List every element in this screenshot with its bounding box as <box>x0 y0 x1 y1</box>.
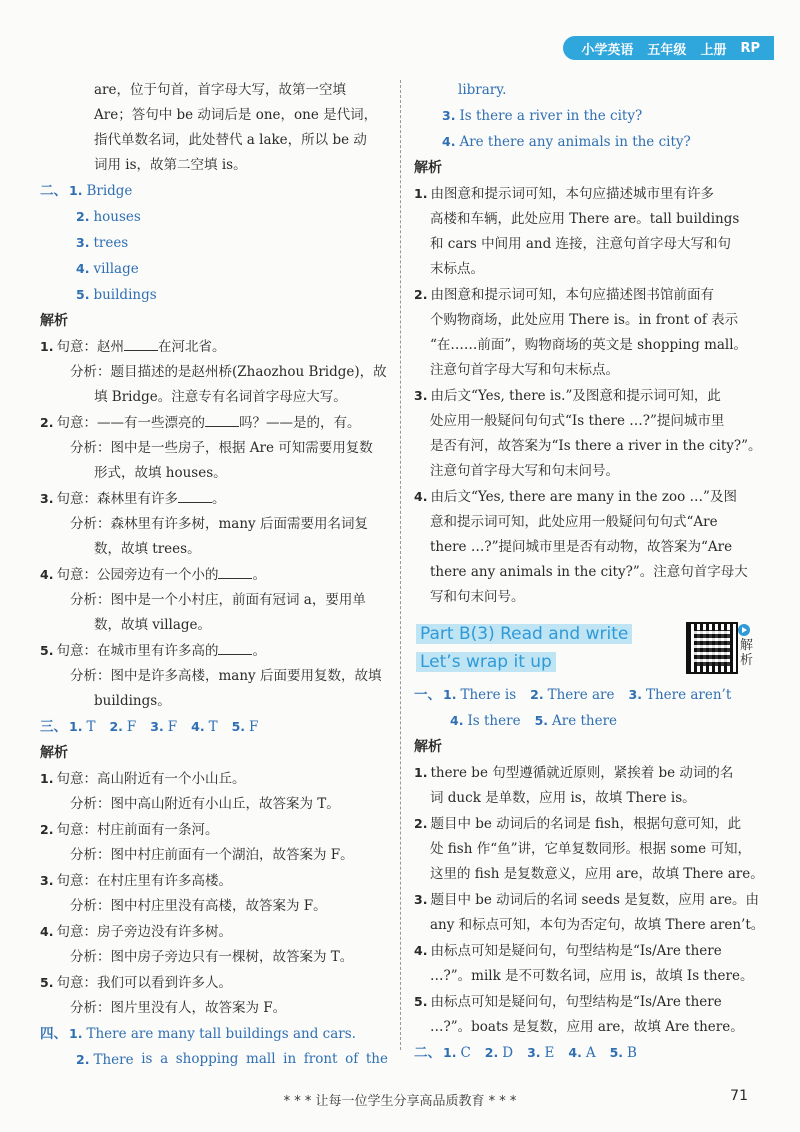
analysis-line: 分析：图中是一个小村庄，前面有冠词 a，要用单 <box>70 592 366 608</box>
answer-text: Is there <box>467 713 521 729</box>
answer-text: F <box>126 719 137 735</box>
play-icon[interactable] <box>738 624 750 636</box>
item-meaning <box>40 638 388 664</box>
answer-number: 3. <box>150 719 164 734</box>
blank-line <box>218 640 252 655</box>
meaning-text: 。 <box>252 567 266 583</box>
item-meaning <box>40 562 388 588</box>
analysis-text: 由后文“Yes, there is.”及图意和提示词可知，此 <box>430 388 721 404</box>
meaning-text: 句意：赵州 <box>56 339 124 355</box>
header-volume: 上册 <box>700 42 727 58</box>
answer-text: Bridge <box>86 183 133 199</box>
part-banner <box>414 618 760 676</box>
analysis-line: 数，故填 trees。 <box>94 541 201 557</box>
answer-text: B <box>627 1045 637 1061</box>
analysis-item <box>414 383 760 409</box>
answer-number: 1. <box>69 183 83 198</box>
answer-number: 3. <box>628 687 642 702</box>
qr-label: 解析 <box>740 638 754 668</box>
analysis-item <box>414 811 760 837</box>
section-mark: 二、 <box>414 1045 441 1061</box>
answer-number: 4. <box>191 719 205 734</box>
answer-word: a <box>160 1051 169 1067</box>
analysis-line: buildings。 <box>94 693 171 709</box>
answer-number: 2. <box>76 209 90 224</box>
cont-line: 指代单数名词，此处替代 a lake，所以 be 动 <box>94 132 367 148</box>
answer-row <box>414 129 760 155</box>
analysis-text: there be 句型遵循就近原则，紧挨着 be 动词的名 <box>430 765 734 781</box>
analysis-line: 是否有河，故答案为“Is there a river in the city?”。 <box>430 438 762 454</box>
answer-number: 5. <box>76 287 90 302</box>
answer-text: village <box>93 261 139 277</box>
analysis-line: 分析：图中村庄前面有一个湖泊，故答案为 F。 <box>70 847 354 863</box>
analysis-item <box>414 989 760 1015</box>
answer-text: houses <box>93 209 141 225</box>
answer-row <box>40 204 388 230</box>
answer-text: F <box>249 719 259 735</box>
section-1-answers <box>414 682 760 708</box>
analysis-line: 这里的 fish 是复数意义，应用 are，故填 There are。 <box>430 866 764 882</box>
analysis-item <box>414 181 760 207</box>
answer-row <box>40 282 388 308</box>
part-title <box>416 620 632 676</box>
item-number: 1. <box>414 765 428 780</box>
answer-text: Are there <box>552 713 618 729</box>
answer-word: of <box>345 1051 359 1067</box>
answer-text: E <box>544 1045 555 1061</box>
answer-word: the <box>365 1051 388 1067</box>
analysis-line: 处 fish 作“鱼”讲，它单复数同形。根据 some 可知， <box>430 841 751 857</box>
analysis-text: 由标点可知是疑问句，句型结构是“Is/Are there <box>430 943 722 959</box>
analysis-heading: 解析 <box>414 739 442 755</box>
meaning-text: 句意：森林里有许多 <box>56 491 178 507</box>
answer-number: 5. <box>609 1045 624 1060</box>
analysis-line: 分析：图片里没有人，故答案为 F。 <box>70 1000 287 1016</box>
answer-number: 5. <box>231 719 246 734</box>
item-meaning <box>40 817 388 843</box>
header-edition: RP <box>740 40 760 56</box>
section-4-answer <box>40 1021 388 1047</box>
meaning-text: 句意：房子旁边没有许多树。 <box>56 924 232 940</box>
answer-number: 4. <box>442 134 456 149</box>
answer-text: There are many tall buildings and cars. <box>86 1026 356 1042</box>
analysis-item <box>414 760 760 786</box>
answer-word-text: There <box>93 1052 134 1068</box>
answer-text: There are <box>547 687 615 703</box>
analysis-line: 分析：题目描述的是赵州桥(Zhaozhou Bridge)，故 <box>70 364 387 380</box>
item-number: 5. <box>40 643 54 658</box>
meaning-text: 句意：在城市里有许多高的 <box>56 643 219 659</box>
analysis-line: there …?”提问城市里是否有动物，故答案为“Are <box>430 539 733 555</box>
analysis-text: 题目中 be 动词后的名词 seeds 是复数，应用 are。由 <box>430 892 760 908</box>
analysis-heading: 解析 <box>414 160 442 176</box>
answer-text: There aren’t <box>645 687 732 703</box>
answer-row: library. <box>458 82 507 98</box>
item-number: 3. <box>40 873 54 888</box>
analysis-line: 数，故填 village。 <box>94 617 212 633</box>
item-number: 4. <box>40 924 54 939</box>
analysis-heading: 解析 <box>40 313 68 329</box>
item-meaning <box>40 766 388 792</box>
section-mark: 一、 <box>414 687 441 703</box>
answer-text: Are there any animals in the city? <box>459 134 691 150</box>
analysis-line: 末标点。 <box>430 261 484 277</box>
cont-line: 词用 is，故第二空填 is。 <box>94 157 247 173</box>
analysis-line: there any animals in the city?”。注意句首字母大 <box>430 564 748 580</box>
item-number: 3. <box>414 892 428 907</box>
answer-text: F <box>167 719 178 735</box>
right-column <box>414 78 765 1066</box>
item-number: 2. <box>40 415 54 430</box>
answer-number: 2. <box>484 1045 499 1060</box>
analysis-line: …?”。boats 是复数，应用 are，故填 Are there。 <box>430 1019 744 1035</box>
analysis-line: any 和标点可知，本句为否定句，故填 There aren’t。 <box>430 917 765 933</box>
answer-text: T <box>86 719 96 735</box>
answer-number: 3. <box>527 1045 541 1060</box>
blank-line <box>124 336 158 351</box>
answer-text: trees <box>93 235 129 251</box>
analysis-line: 分析：图中是一些房子，根据 Are 可知需要用复数 <box>70 440 373 456</box>
meaning-text: 句意：我们可以看到许多人。 <box>56 975 232 991</box>
book-header-tab <box>563 36 774 60</box>
analysis-line: 分析：图中房子旁边只有一棵树，故答案为 T。 <box>70 949 354 965</box>
item-number: 3. <box>40 491 54 506</box>
answer-number: 1. <box>69 719 83 734</box>
item-number: 5. <box>414 994 428 1009</box>
header-subject: 小学英语 <box>581 42 634 58</box>
part-title-line1: Part B(3) Read and write <box>416 624 632 644</box>
analysis-text: 由图意和提示词可知，本句应描述城市里有许多 <box>430 186 714 202</box>
analysis-line: 和 cars 中间用 and 连接，注意句首字母大写和句 <box>430 236 732 252</box>
section-2-answers <box>414 1040 760 1066</box>
analysis-item <box>414 938 760 964</box>
analysis-item <box>414 887 760 913</box>
footer-slogan: * * * 让每一位学生分享高品质教育 * * * <box>283 1094 517 1109</box>
item-meaning <box>40 868 388 894</box>
answer-word: shopping <box>175 1051 239 1067</box>
analysis-heading: 解析 <box>40 745 68 761</box>
item-number: 1. <box>414 186 428 201</box>
answer-number: 3. <box>442 108 456 123</box>
section-3-answers <box>40 714 388 740</box>
cont-line: Are；答句中 be 动词后是 one，one 是代词， <box>94 107 378 123</box>
answer-number: 2. <box>76 1052 90 1067</box>
item-meaning <box>40 334 388 360</box>
answer-word: front <box>303 1051 338 1067</box>
item-meaning <box>40 970 388 996</box>
item-number: 1. <box>40 771 54 786</box>
analysis-line: 分析：图中是许多高楼，many 后面要用复数，故填 <box>70 668 382 684</box>
answer-text: Is there a river in the city? <box>459 108 643 124</box>
meaning-text: 。 <box>252 643 266 659</box>
item-number: 1. <box>40 339 54 354</box>
meaning-text: 吗？——是的，有。 <box>238 415 361 431</box>
meaning-text: 句意：——有一些漂亮的 <box>56 415 205 431</box>
part-title-line2: Let’s wrap it up <box>416 652 556 672</box>
answer-text: T <box>208 719 218 735</box>
analysis-line: 填 Bridge。注意专有名词首字母应大写。 <box>94 389 347 405</box>
answer-word: mall <box>246 1051 276 1067</box>
column-divider <box>400 80 401 1050</box>
analysis-line: 分析：图中高山附近有小山丘，故答案为 T。 <box>70 796 340 812</box>
item-number: 4. <box>414 489 428 504</box>
meaning-text: 句意：在村庄里有许多高楼。 <box>56 873 232 889</box>
page-number: 71 <box>730 1088 748 1104</box>
answer-word: is <box>141 1051 153 1067</box>
answer-word: in <box>283 1051 297 1067</box>
blank-line <box>205 412 239 427</box>
answer-number: 1. <box>443 687 457 702</box>
analysis-line: “在……前面”，购物商场的英文是 shopping mall。 <box>430 337 748 353</box>
blank-line <box>218 564 252 579</box>
analysis-item <box>414 282 760 308</box>
cont-line: are，位于句首，首字母大写，故第一空填 <box>94 82 346 98</box>
item-number: 2. <box>414 287 428 302</box>
item-number: 5. <box>40 975 54 990</box>
answer-number: 5. <box>534 713 549 728</box>
answer-number: 1. <box>443 1045 457 1060</box>
analysis-line: 注意句首字母大写和句末问号。 <box>430 463 619 479</box>
item-number: 2. <box>40 822 54 837</box>
answer-text: C <box>460 1045 471 1061</box>
answer-row <box>414 708 760 734</box>
analysis-line: 高楼和车辆，此处应用 There are。tall buildings <box>430 211 740 227</box>
analysis-line: …?”。milk 是不可数名词，应用 is，故填 Is there。 <box>430 968 754 984</box>
answer-row <box>40 256 388 282</box>
answer-row <box>40 1047 388 1073</box>
answer-text: There is <box>460 687 517 703</box>
section-mark: 二、 <box>40 183 67 199</box>
meaning-text: 。 <box>211 491 226 507</box>
analysis-line: 形式，故填 houses。 <box>94 465 227 481</box>
item-number: 3. <box>414 388 428 403</box>
item-number: 4. <box>414 943 428 958</box>
answer-word <box>76 1047 134 1073</box>
item-meaning <box>40 410 388 436</box>
answer-number: 2. <box>109 719 123 734</box>
section-mark: 四、 <box>40 1026 67 1042</box>
answer-number: 4. <box>450 713 464 728</box>
analysis-line: 分析：图中村庄里没有高楼，故答案为 F。 <box>70 898 327 914</box>
analysis-line: 个购物商场，此处应用 There is。in front of 表示 <box>430 312 739 328</box>
left-column <box>40 78 388 1073</box>
analysis-line: 注意句首字母大写和句末标点。 <box>430 362 619 378</box>
meaning-text: 句意：村庄前面有一条河。 <box>56 822 219 838</box>
item-meaning <box>40 486 388 512</box>
analysis-text: 由标点可知是疑问句，句型结构是“Is/Are there <box>430 994 722 1010</box>
meaning-text: 句意：公园旁边有一个小的 <box>56 567 219 583</box>
section-2-answer <box>40 178 388 204</box>
answer-number: 4. <box>76 261 90 276</box>
answer-row <box>40 230 388 256</box>
answer-text: A <box>585 1045 596 1061</box>
answer-row <box>414 103 760 129</box>
answer-number: 1. <box>69 1026 83 1041</box>
analysis-text: 题目中 be 动词后的名词是 fish，根据句意可知，此 <box>430 816 742 832</box>
section-mark: 三、 <box>40 719 67 735</box>
analysis-item <box>414 484 760 510</box>
answer-text: buildings <box>93 287 157 303</box>
analysis-line: 写和句末问号。 <box>430 589 525 605</box>
answer-number: 4. <box>568 1045 582 1060</box>
justified-answer <box>76 1047 388 1073</box>
answer-text: D <box>502 1045 514 1061</box>
qr-code-icon[interactable] <box>686 622 738 674</box>
analysis-line: 处应用一般疑问句句式“Is there …?”提问城市里 <box>430 413 725 429</box>
meaning-text: 句意：高山附近有一个小山丘。 <box>56 771 246 787</box>
answer-number: 3. <box>76 235 90 250</box>
analysis-line: 意和提示词可知，此处应用一般疑问句句式“Are <box>430 514 718 530</box>
meaning-text: 在河北省。 <box>157 339 226 355</box>
item-number: 4. <box>40 567 54 582</box>
blank-line <box>178 488 212 503</box>
item-meaning <box>40 919 388 945</box>
answer-number: 2. <box>530 687 544 702</box>
header-grade: 五年级 <box>647 42 687 58</box>
analysis-text: 由后文“Yes, there are many in the zoo …”及图 <box>430 489 737 505</box>
analysis-text: 由图意和提示词可知，本句应描述图书馆前面有 <box>430 287 714 303</box>
analysis-line: 词 duck 是单数，应用 is，故填 There is。 <box>430 790 696 806</box>
analysis-line: 分析：森林里有许多树，many 后面需要用名词复 <box>70 516 368 532</box>
item-number: 2. <box>414 816 428 831</box>
